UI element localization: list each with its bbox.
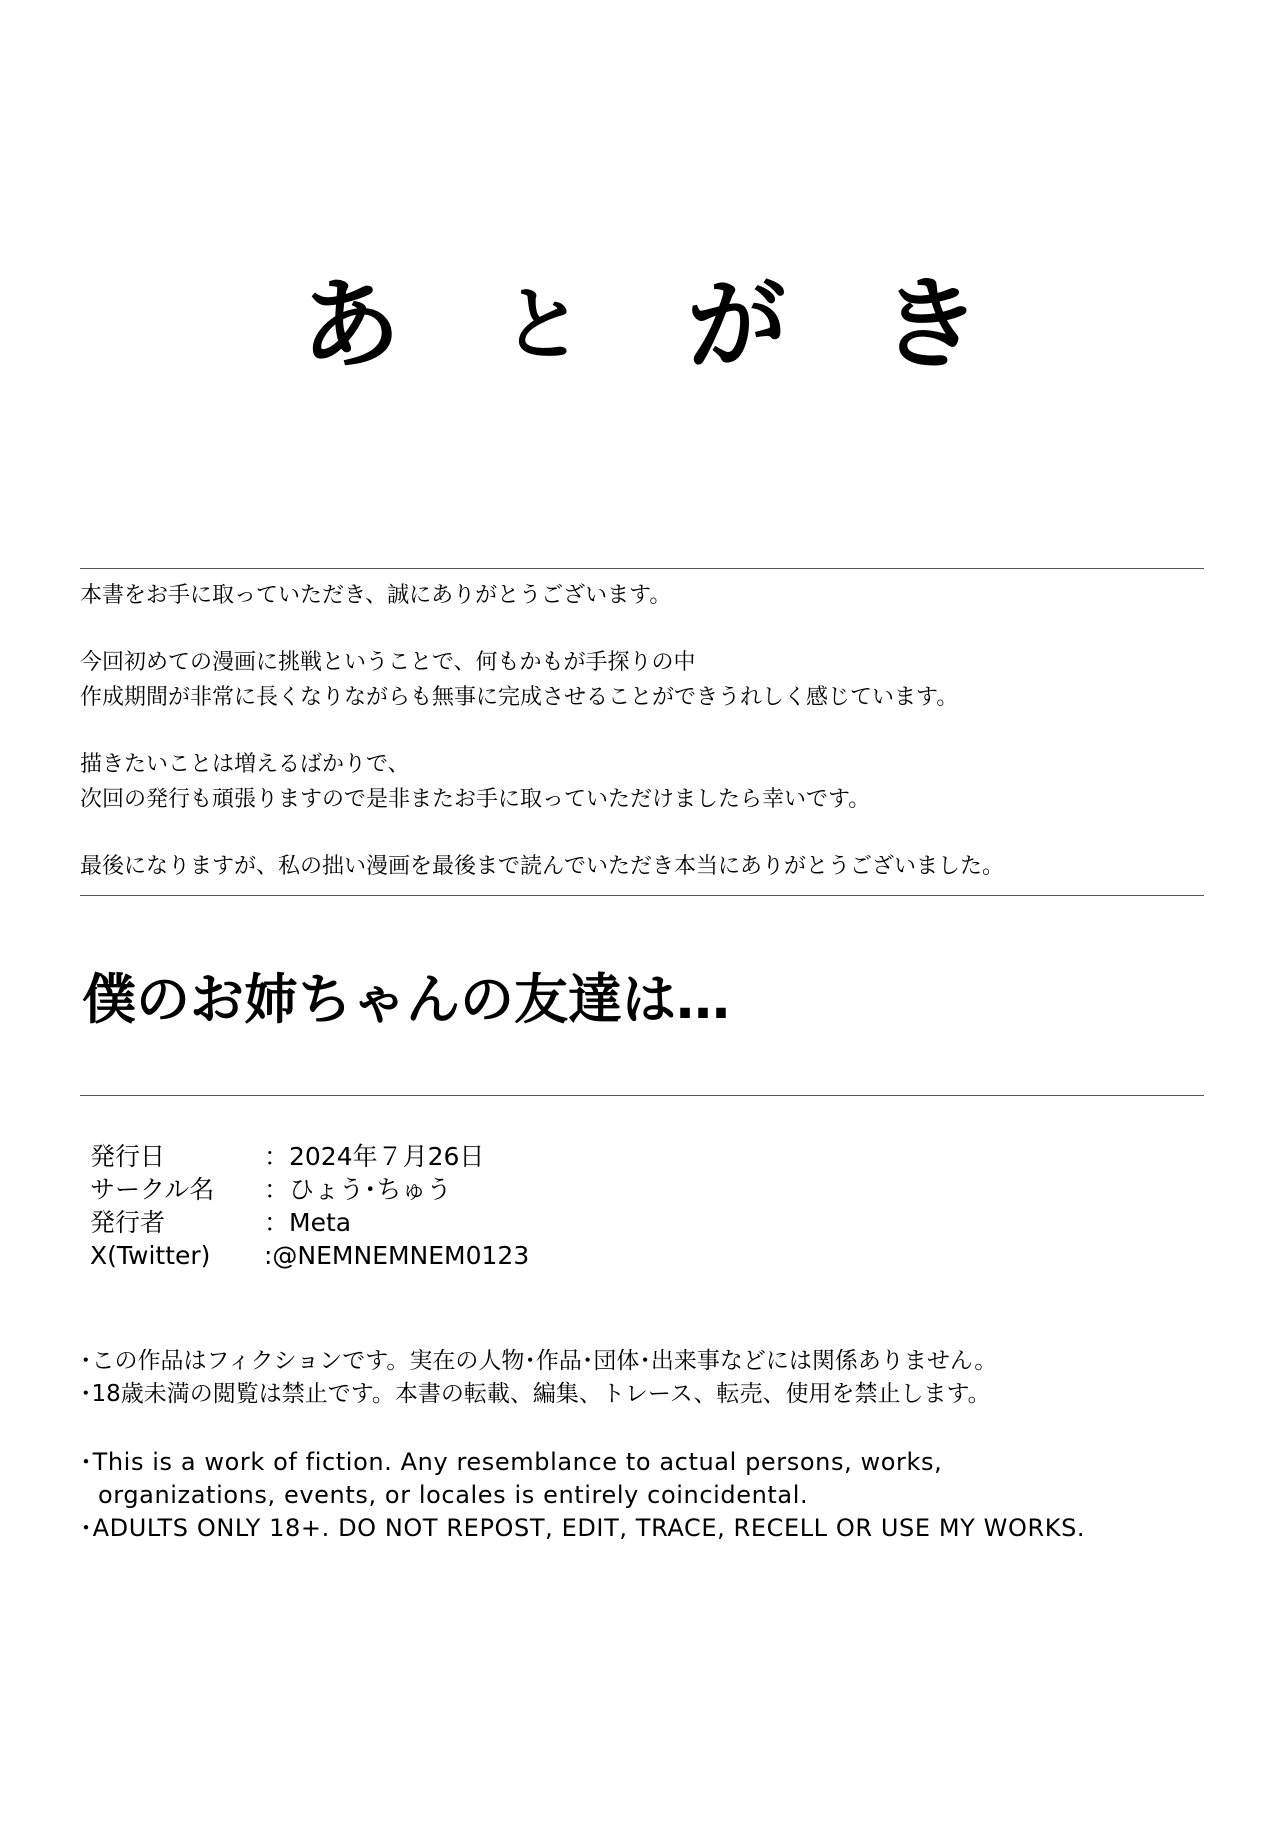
- colophon: [90, 1140, 529, 1272]
- message-line: 今回初めての漫画に挑戦ということで、何もかもが手探りの中: [80, 650, 696, 675]
- divider: [80, 895, 1204, 896]
- colophon-row-date: [90, 1140, 529, 1173]
- colophon-label: サークル名: [90, 1175, 215, 1204]
- message-line: 本書をお手に取っていただき、誠にありがとうございます。: [80, 583, 672, 608]
- message-line: 描きたいことは増えるばかりで、: [80, 752, 410, 777]
- disclaimer-japanese: [80, 1345, 997, 1411]
- colophon-label: 発行日: [90, 1142, 166, 1171]
- colophon-row-circle: [90, 1173, 529, 1206]
- disclaimer-english: [80, 1446, 1085, 1545]
- heading-char: と: [500, 275, 586, 374]
- colophon-value: ：ひょう･ちゅう: [264, 1175, 452, 1204]
- disclaimer-line: ･18歳未満の閲覧は禁止です。本書の転載、編集、トレース、転売、使用を禁止します。: [80, 1381, 991, 1407]
- message-line: 作成期間が非常に長くなりながらも無事に完成させることができうれしく感じています。: [80, 685, 959, 710]
- colophon-value: ：Meta: [264, 1208, 352, 1237]
- disclaimer-line: ･この作品はフィクションです。実在の人物･作品･団体･出来事などには関係ありません。: [80, 1348, 998, 1374]
- disclaimer-line: organizations, events, or locales is entirely coincidental.: [98, 1481, 809, 1509]
- heading-char: き: [876, 262, 984, 387]
- afterword-heading: [296, 250, 984, 400]
- heading-char: あ: [296, 262, 404, 387]
- message-line: 次回の発行も頑張りますので是非またお手に取っていただけましたら幸いです。: [80, 787, 871, 812]
- divider: [80, 1095, 1204, 1096]
- colophon-value: ：2024年７月26日: [264, 1142, 485, 1171]
- colophon-label: 発行者: [90, 1208, 166, 1237]
- message-line: 最後になりますが、私の拙い漫画を最後まで読んでいただき本当にありがとうございました。: [80, 854, 1005, 879]
- colophon-row-twitter: [90, 1239, 529, 1272]
- book-title: 僕のお姉ちゃんの友達は…: [82, 968, 730, 1031]
- divider: [80, 568, 1204, 569]
- colophon-row-publisher: [90, 1206, 529, 1239]
- heading-char: が: [684, 264, 789, 385]
- colophon-label: X(Twitter): [90, 1241, 211, 1270]
- afterword-message: [80, 578, 1210, 884]
- disclaimer-line: ･ADULTS ONLY 18+. DO NOT REPOST, EDIT, TRACE, RECELL OR USE MY WORKS.: [80, 1514, 1086, 1542]
- colophon-value: :@NEMNEMNEM0123: [264, 1241, 530, 1270]
- disclaimer-line: ･This is a work of fiction. Any resemblance to actual persons, works,: [80, 1448, 943, 1476]
